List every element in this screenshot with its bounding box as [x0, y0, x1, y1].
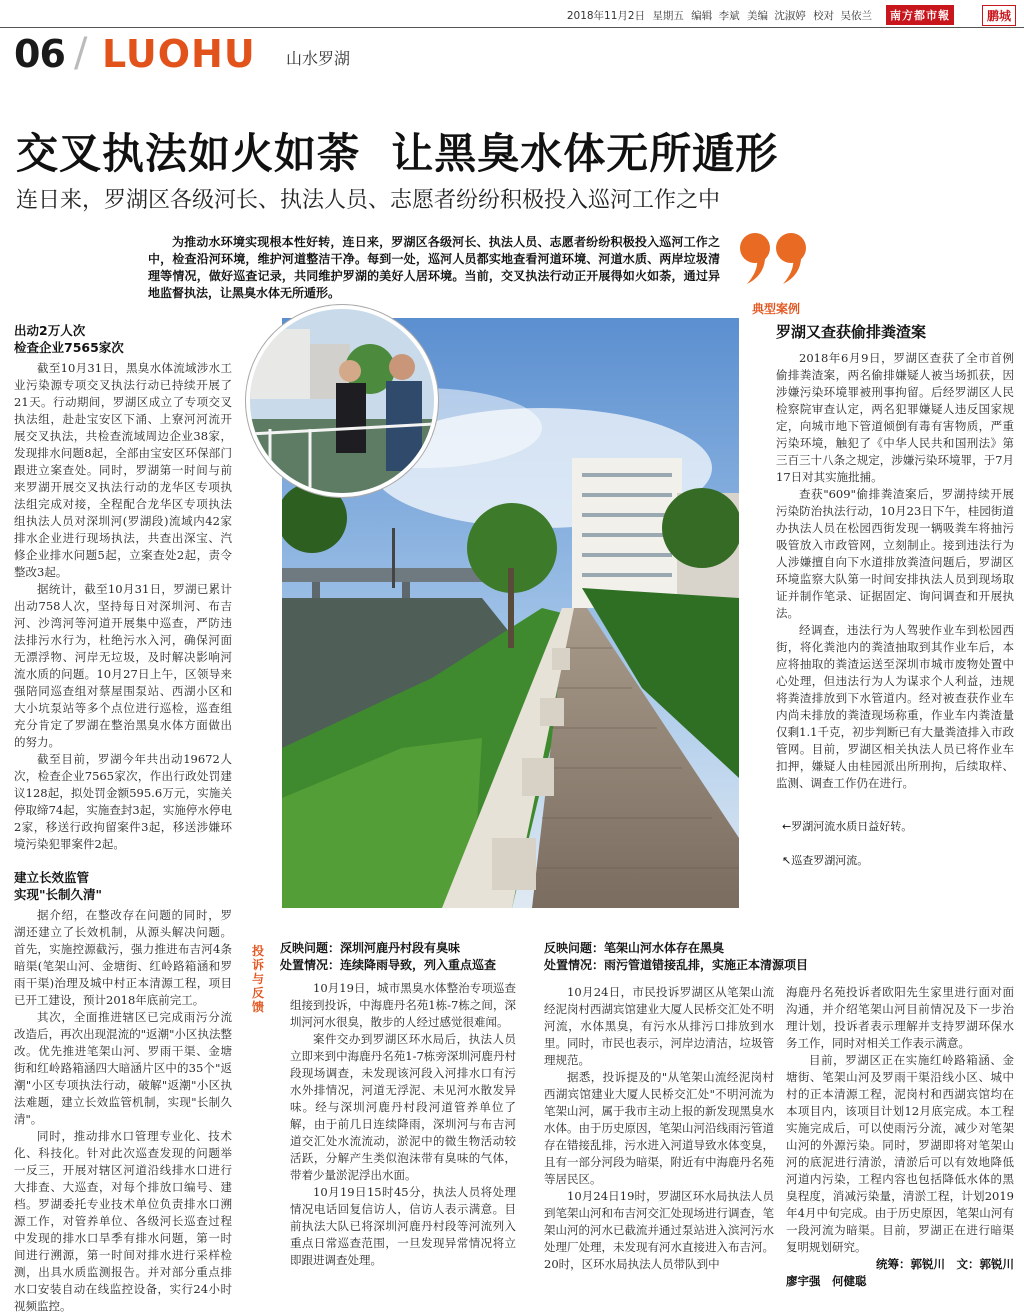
case-a-problem: 反映问题：深圳河鹿丹村段有臭味 — [280, 941, 461, 955]
case-paragraph-2: 查获"609"偷排粪渣案后，罗湖持续开展污染防治执法行动，10月23日下午，桂园街道办执法人员在松园西街发现一辆吸粪车将抽污吸管放入市政管网，立刻制止。接到违法行为人涉嫌擅自向下水道排放粪渣问题后，罗湖区环境监察大队第一时间安排执法人员到现场取证并制作笔录、证据固定、询问调查和开展执法。 — [776, 487, 1014, 620]
case-a-handling: 处置情况：连续降雨导致，列入重点巡查 — [280, 958, 497, 972]
inset-photo — [246, 305, 438, 497]
case-b-problem: 反映问题：笔架山河水体存在黑臭 — [544, 941, 725, 955]
editor: 李斌 — [718, 10, 740, 22]
left-paragraph-2: 据统计，截至10月31日，罗湖已累计出动758人次，坚持每日对深圳河、布吉河、沙湾河等河道开展集中巡查，严防违法排污水行为，杜绝污水入河，确保河面无漂浮物、河岸无垃圾，及时解决影响河流水质的问题。10月27日上午，区领导来强陪同巡查组对蔡屋围泵站、西湖小区和大小坑泵站等多个点位进行巡检，巡查组充分肯定了罗湖在整治黑臭水体方面做出的努力。 — [14, 582, 232, 749]
case-paragraph-3: 经调查，违法行为人驾驶作业车到松园西街，将化粪池内的粪渣抽取到其作业车后，本应将抽取的粪渣运送至深圳市城市废物处置中心处理，但违法行为人为谋求个人利益，违规将粪渣排放到下水管道内。经对被查获作业车内尚未排放的粪渣现场称重，作业车内粪渣量仅剩1.1千克，初步判断已有大量粪渣排入市政管网。目前，罗湖区相关执法人员已将作业车扣押，嫌疑人由桂园派出所刑拘，后续取样、监测、调查工作仍在进行。 — [776, 623, 1014, 790]
left-paragraph-3: 截至目前，罗湖今年共出动19672人次，检查企业7565家次，作出行政处罚建议128起，拟处罚金额595.6万元，实施关停取缔74起，实施查封3起，实施停水停电2家，移送行政拘留案件3起，移送涉嫌环境污染犯罪案件2起。 — [14, 752, 232, 851]
right-column — [752, 300, 1014, 868]
left-paragraph-5: 其次，全面推进辖区已完成雨污分流改造后，再次出现混流的"返潮"小区执法整改。优先推进笔架山河、罗雨干渠、金塘街和红岭路箱涵四大暗涵片区中的35个"返潮"小区专项执法行动，破解"返潮"小区执法难题，建立长效监管机制，实现"长制久清"。 — [14, 1010, 232, 1126]
section-header — [14, 32, 414, 80]
page-number: 06 — [14, 32, 65, 76]
masthead — [0, 0, 1024, 28]
case-b-handling: 处置情况：雨污管道错接乱排，实施正本清源项目 — [544, 958, 809, 972]
section-heading-2b: 实现"长制久清" — [14, 887, 103, 902]
left-paragraph-4: 据介绍，在整改存在问题的同时，罗湖还建立了长效机制，从源头解决问题。首先，实施控源截污，强力推进布吉河4条暗渠(笔架山河、金塘街、红岭路箱涵和罗雨干渠)治理及城中村正本清源工程，项目已开工建设，预计2018年底前完工。 — [14, 908, 232, 1007]
section-slash: / — [74, 30, 88, 76]
case-c-paragraph-1: 海鹿丹名苑投诉者欧阳先生家里进行面对面沟通，并介绍笔架山河目前情况及下一步治理计划，投诉者表示理解并支持罗湖环保水务工作，同时对相关工作表示满意。 — [786, 985, 1014, 1050]
date: 2018年11月2日 — [566, 10, 646, 22]
section-heading-1b: 检查企业7565家次 — [14, 340, 124, 355]
subheadline: 连日来，罗湖区各级河长、执法人员、志愿者纷纷积极投入巡河工作之中 — [16, 188, 721, 213]
section-name: LUOHU — [102, 32, 256, 76]
left-column — [14, 322, 232, 1315]
left-paragraph-6: 同时，推动排水口管理专业化、技术化、科技化。针对此次巡查发现的问题举一反三，开展对辖区河道沿线排水口进行大排查、大巡查，对每个排放口编号、建档。罗湖委托专业技术单位负责排水口溯源工作，对管养单位、各级河长巡查过程中发现的排水口旱季有排水问题，第一时间进行溯源，第一时间对排水进行采样检测，出具水质监测报告。并对部分重点排水口安装自动在线监控设备，实行24小时视频监控。 — [14, 1129, 232, 1313]
partner-logo: 鹏城 — [982, 5, 1016, 26]
designer: 沈淑婷 — [774, 10, 806, 22]
case-b-body — [544, 984, 774, 1273]
section-heading-1a: 出动2万人次 — [14, 323, 86, 338]
case-a-paragraph-1: 10月19日，城市黑臭水体整治专项巡查组接到投诉，中海鹿丹名苑1栋-7栋之间，深圳河河水很臭，散步的人经过感觉很难闻。 — [290, 981, 516, 1029]
proofreader: 吴依兰 — [840, 10, 872, 22]
feedback-label: 投诉与反馈 — [252, 944, 265, 1014]
case-b-paragraph-3: 10月24日19时，罗湖区环水局执法人员到笔架山河和布吉河交汇处现场进行调查，笔架山河的河水已截流并通过泵站进入滨河污水处理厂处理，未发现有河水直接进入布吉河。20时，区环水局执法人员带队到中 — [544, 1189, 774, 1271]
left-paragraph-1: 截至10月31日，黑臭水体流域涉水工业污染源专项交叉执法行动已持续开展了21天。行动期间，罗湖区成立了专项交叉执法组，赴赴宝安区下涌、上寮河河流开展交叉执法，共检查流域周边企业38家，发现排水问题8起，全部由宝安区环保部门跟进立案查处。同时，罗湖第一时间与前来罗湖开展交叉执法行动的龙华区专项执法组完成对接，全程配合龙华区专项执法组执法人员对深圳河(罗湖段)流域内42家排水企业进行现场执法，共查出深宝、汽修企业排水问题5起，立案查处2起，责令整改3起。 — [14, 361, 232, 579]
masthead-info: 2018年11月2日 星期五 编辑 李斌 美编 沈淑婷 校对 吴依兰 — [566, 10, 872, 22]
lead-paragraph: 为推动水环境实现根本性好转，连日来，罗湖区各级河长、执法人员、志愿者纷纷积极投入巡河工作之中，检查沿河环境，维护河道整洁干净。每到一处，巡河人员都实地查看河道环境、河道水质、两岸垃圾清理等情况，做好巡查记录，共同维护罗湖的美好人居环境。当前，交叉执法行动正开展得如火如荼，通过异地监督执法，让黑臭水体无所遁形。 — [148, 235, 720, 300]
case-a-paragraph-3: 10月19日15时45分，执法人员将处理情况电话回复信访人，信访人表示满意。目前执法大队已将深圳河鹿丹村段等河流列入重点日常巡查范围，一旦发现异常情况将立即跟进调查处理。 — [290, 1185, 516, 1267]
section-heading-2a: 建立长效监管 — [14, 870, 90, 885]
case-a-paragraph-2: 案件交办到罗湖区环水局后，执法人员立即来到中海鹿丹名苑1-7栋旁深圳河鹿丹村段现场调查，未发现该河段入河排水口有污水外排情况，河道无浮泥、未见河水散发异味。经与深圳河鹿丹村段河道管养单位了解，由于前几日连续降雨，深圳河与布吉河道交汇处水流流动，淤泥中的微生物活动较活跃，分解产生类似泡沫带有臭味的气体，带着少量淤泥浮出水面。 — [290, 1032, 516, 1182]
feedback-case-a — [280, 940, 516, 1269]
case-label: 典型案例 — [752, 302, 801, 316]
paper-logo: 南方都市報 — [886, 5, 954, 25]
feedback-case-b — [544, 940, 1014, 980]
case-c-body — [786, 984, 1014, 1290]
case-paragraph-1: 2018年6月9日，罗湖区查获了全市首例偷排粪渣案，两名偷排嫌疑人被当场抓获，因涉嫌污染环境罪被刑事拘留。后经罗湖区人民检察院审查认定，两名犯罪嫌疑人违反国家规定，向城市地下管道倾倒有毒有害物质，严重污染环境，触犯了《中华人民共和国刑法》第三百三十八条之规定，涉嫌污染环境罪，于7月17日对其实施批捕。 — [776, 351, 1014, 484]
byline-2: 廖宇强 何健聪 — [786, 1274, 867, 1288]
photo-caption-2: ↖巡查罗湖河流。 — [782, 854, 869, 867]
headline: 交叉执法如火如荼 让黑臭水体无所遁形 — [16, 129, 779, 178]
weekday: 星期五 — [652, 10, 684, 22]
section-subtitle: 山水罗湖 — [286, 49, 351, 68]
case-b-paragraph-2: 据悉，投诉提及的"从笔架山流经泥岗村西湖宾馆建业大厦人民桥交汇处"不明河流为笔架山河，属于我市主动上报的新发现黑臭水水体。由于历史原因，笔架山河沿线雨污管道存在错接乱排，污水进入河道导致水体变臭，且有一部分河段为暗渠，附近有中海鹿丹名苑等居民区。 — [544, 1070, 774, 1186]
case-b-paragraph-1: 10月24日，市民投诉罗湖区从笔架山流经泥岗村西湖宾馆建业大厦人民桥交汇处不明河流，水体黑臭，有污水从排污口排放到水里。同时，市民也表示，河岸边清洁，垃圾管理规范。 — [544, 985, 774, 1067]
quote-icon — [735, 222, 815, 292]
case-title: 罗湖又查获偷排粪渣案 — [776, 323, 927, 341]
photo-caption-1: ←罗湖河流水质日益好转。 — [782, 820, 913, 833]
byline-1: 统筹：郭锐川 文：郭锐川 — [876, 1257, 1014, 1271]
case-c-paragraph-2: 目前，罗湖区正在实施红岭路箱涵、金塘街、笔架山河及罗雨干渠沿线小区、城中村的正本清源工程，泥岗村和西湖宾馆均在本项目内，该项目计划12月底完成。本工程实施完成后，可以使雨污分流，减少对笔架山河的外源污染。同时，罗湖即将对笔架山河的底泥进行清淤，清淤后可以有效地降低河道内污染，工程内容也包括降低水体的黑臭程度，消减污染量，清淤工程，计划2019年4月中旬完成。由于历史原因，笔架山河有一段河流为暗渠。目前，罗湖正在进行暗渠复明规划研究。 — [786, 1053, 1014, 1254]
